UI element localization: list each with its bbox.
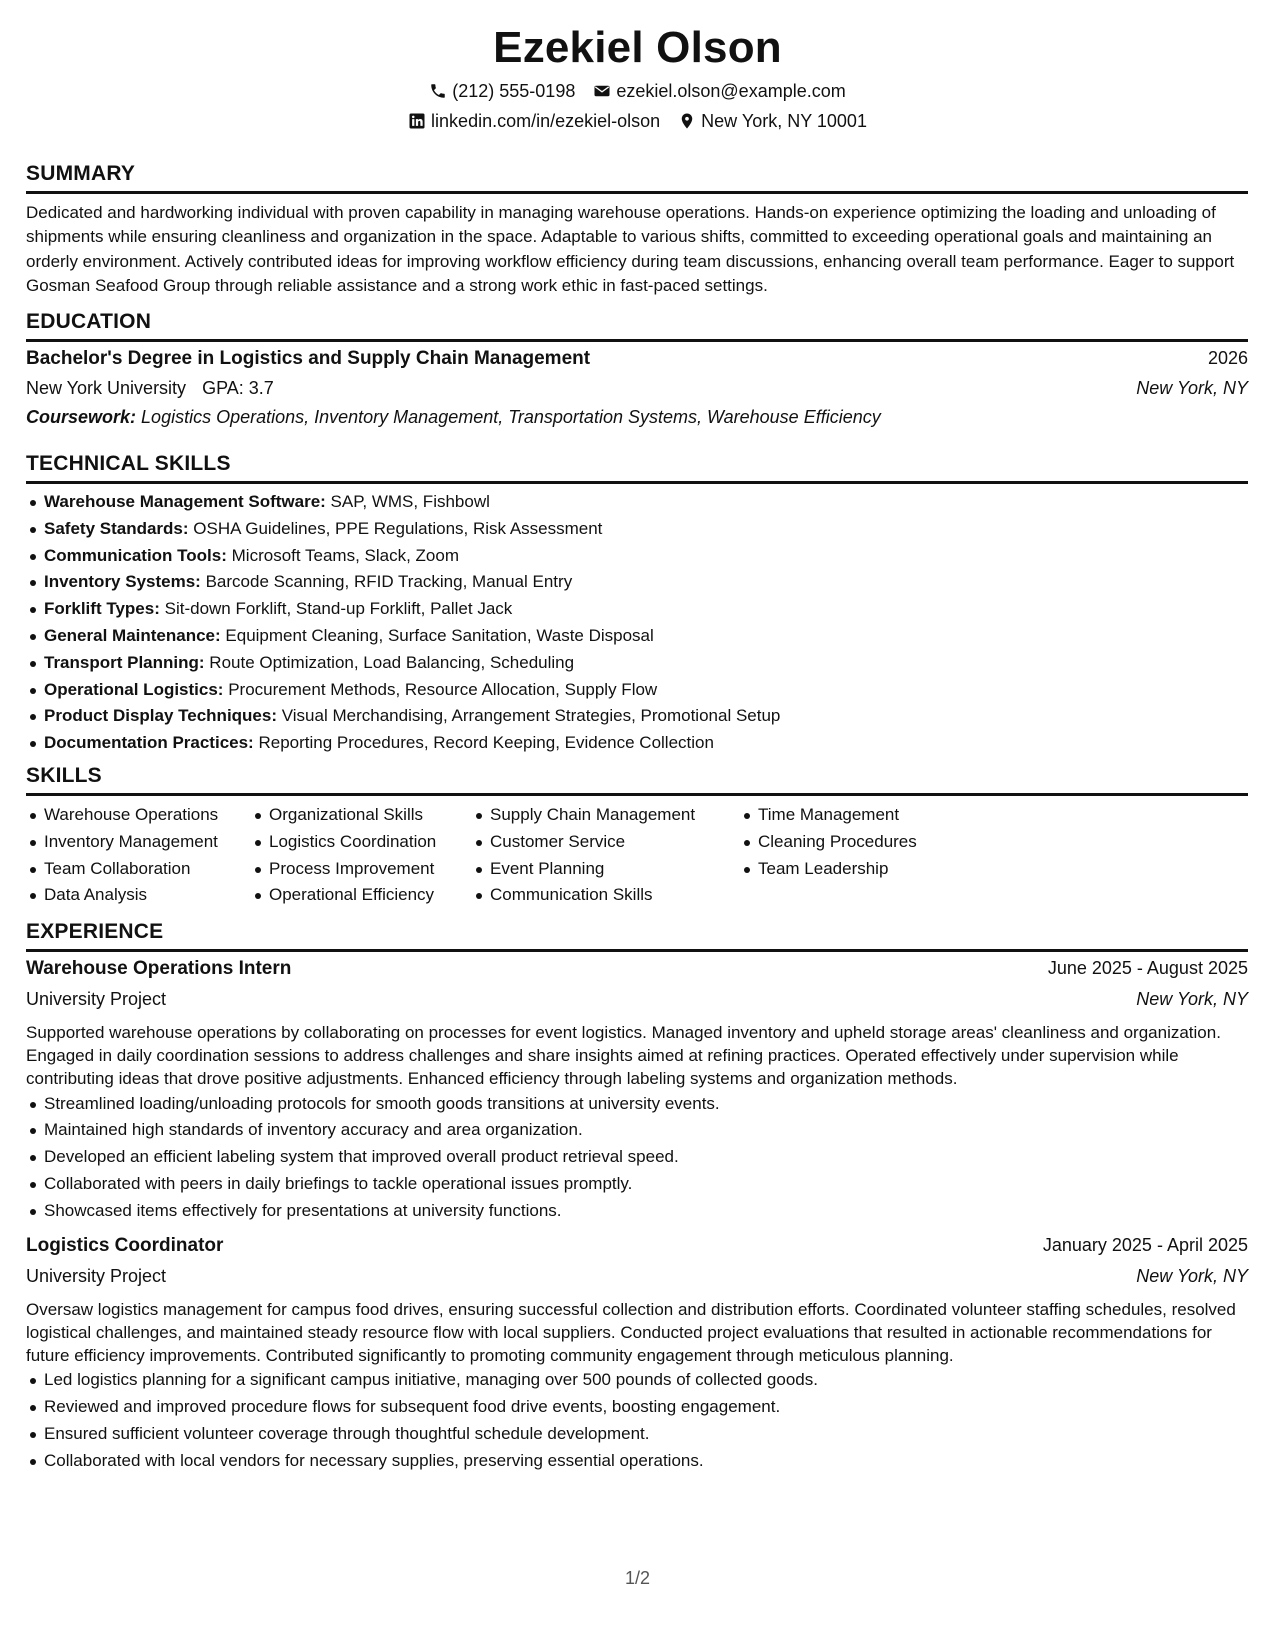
skill-value: Procurement Methods, Resource Allocation, Supply Flow — [228, 679, 658, 699]
skill-label: Inventory Systems: — [44, 572, 201, 592]
skill-label: Transport Planning: — [44, 652, 205, 672]
list-item — [26, 596, 1248, 623]
list-item — [26, 677, 1248, 704]
skill-value: Sit-down Forklift, Stand-up Forklift, Pallet Jack — [164, 599, 513, 619]
coursework-label: Coursework: — [26, 407, 137, 427]
skill-value: SAP, WMS, Fishbowl — [330, 492, 490, 511]
phone-icon — [429, 82, 447, 100]
technical-skills-heading: TECHNICAL SKILLS — [26, 452, 231, 475]
list-item — [26, 569, 1248, 596]
school-info — [26, 378, 274, 399]
job-location: New York, NY — [1136, 1265, 1248, 1286]
list-item — [26, 516, 1248, 543]
job-dates: January 2025 - April 2025 — [1042, 1234, 1248, 1255]
page-number: 1/2 — [624, 1568, 651, 1588]
job-organization: University Project — [26, 1265, 167, 1286]
list-item: Team Leadership — [740, 856, 960, 883]
list-item: Event Planning — [472, 856, 740, 883]
skill-value: Microsoft Teams, Slack, Zoom — [231, 545, 459, 565]
skill-label: Communication Tools: — [44, 545, 227, 565]
summary-section — [26, 161, 1248, 299]
list-item — [26, 543, 1248, 570]
contact-row-1 — [0, 76, 1275, 106]
list-item: Reviewed and improved procedure flows for subsequent food drive events, boosting engagement. — [26, 1394, 1248, 1421]
experience-entry — [26, 958, 1248, 1225]
skills-column — [26, 802, 251, 909]
list-item: Collaborated with local vendors for necessary supplies, preserving essential operations. — [26, 1448, 1248, 1475]
resume-header — [0, 20, 1275, 136]
skills-column — [251, 802, 472, 909]
skill-label: Documentation Practices: — [44, 733, 254, 753]
list-item: Led logistics planning for a significant campus initiative, managing over 500 pounds of collected goods. — [26, 1367, 1248, 1394]
linkedin-icon — [408, 112, 426, 130]
education-title-row — [26, 348, 1248, 378]
job-description: Supported warehouse operations by collaborating on processes for event logistics. Managed inventory and upheld storage areas' cleanliness and organization. Engaged in daily coordination sessions to address challenges and share insights aimed at refining practices. Operated effectively under supervision while contributing ideas that drove positive adjustments. Enhanced efficiency through labeling systems and organization methods. — [26, 1023, 1221, 1089]
experience-section — [26, 919, 1248, 1474]
linkedin-contact — [408, 106, 660, 136]
job-bullets — [26, 1091, 1248, 1225]
map-pin-icon — [678, 112, 696, 130]
list-item: Time Management — [740, 802, 960, 829]
coursework-line — [26, 407, 1248, 436]
list-item: Data Analysis — [26, 882, 251, 909]
skill-value: Barcode Scanning, RFID Tracking, Manual Entry — [205, 572, 573, 592]
list-item: Logistics Coordination — [251, 829, 472, 856]
skill-value: Equipment Cleaning, Surface Sanitation, Waste Disposal — [225, 625, 654, 645]
list-item: Process Improvement — [251, 856, 472, 883]
job-title-row — [26, 958, 1248, 989]
list-item: Communication Skills — [472, 882, 740, 909]
degree-title: Bachelor's Degree in Logistics and Supply Chain Management — [26, 348, 591, 369]
list-item: Organizational Skills — [251, 802, 472, 829]
job-org-row — [26, 989, 1248, 1018]
skills-grid — [26, 802, 1248, 909]
technical-skills-list — [26, 489, 1248, 757]
job-role: Warehouse Operations Intern — [26, 958, 292, 979]
education-section — [26, 309, 1248, 436]
phone-contact — [429, 76, 575, 106]
location-text: New York, NY 10001 — [701, 111, 867, 131]
section-divider — [26, 949, 1248, 952]
skill-label: Warehouse Management Software: — [44, 492, 326, 511]
coursework-list: Logistics Operations, Inventory Management, Transportation Systems, Warehouse Efficiency — [141, 407, 881, 427]
gpa: GPA: 3.7 — [202, 378, 274, 398]
summary-text: Dedicated and hardworking individual with proven capability in managing warehouse operations. Hands-on experience optimizing the loading and unloading of shipments while ensuring cleanliness and organization in the space. Adaptable to various shifts, committed to exceeding operational goals and maintaining an orderly environment. Actively contributed ideas for improving workflow efficiency during team discussions, enhancing overall team performance. Eager to support Gosman Seafood Group through reliable assistance and a strong work ethic in fast-paced settings. — [26, 203, 1235, 296]
education-school-row — [26, 378, 1248, 407]
list-item: Warehouse Operations — [26, 802, 251, 829]
skill-value: Visual Merchandising, Arrangement Strategies, Promotional Setup — [281, 706, 781, 726]
list-item: Maintained high standards of inventory accuracy and area organization. — [26, 1117, 1248, 1144]
skill-value: Reporting Procedures, Record Keeping, Evidence Collection — [258, 733, 714, 753]
job-location: New York, NY — [1136, 989, 1248, 1009]
school-location: New York, NY — [1136, 378, 1248, 398]
email-contact — [593, 76, 845, 106]
envelope-icon — [593, 82, 611, 100]
experience-heading: EXPERIENCE — [26, 920, 164, 943]
summary-heading: SUMMARY — [26, 162, 136, 185]
list-item — [26, 703, 1248, 730]
skill-label: Safety Standards: — [44, 518, 189, 538]
skill-value: Route Optimization, Load Balancing, Scheduling — [209, 652, 575, 672]
candidate-name: Ezekiel Olson — [493, 23, 782, 72]
section-divider — [26, 191, 1248, 194]
job-title-row — [26, 1235, 1248, 1266]
list-item: Developed an efficient labeling system that improved overall product retrieval speed. — [26, 1144, 1248, 1171]
skill-label: Forklift Types: — [44, 599, 160, 619]
section-divider — [26, 793, 1248, 796]
list-item: Ensured sufficient volunteer coverage through thoughtful schedule development. — [26, 1421, 1248, 1448]
job-role: Logistics Coordinator — [26, 1234, 224, 1256]
list-item: Operational Efficiency — [251, 882, 472, 909]
skills-column — [740, 802, 960, 909]
list-item — [26, 650, 1248, 677]
list-item — [26, 623, 1248, 650]
list-item: Inventory Management — [26, 829, 251, 856]
job-org-row — [26, 1266, 1248, 1295]
school-name: New York University — [26, 378, 187, 398]
skills-heading: SKILLS — [26, 764, 102, 787]
section-divider — [26, 481, 1248, 484]
list-item: Collaborated with peers in daily briefings to tackle operational issues promptly. — [26, 1171, 1248, 1198]
linkedin-text[interactable]: linkedin.com/in/ezekiel-olson — [431, 111, 661, 131]
list-item — [26, 730, 1248, 757]
list-item: Supply Chain Management — [472, 802, 740, 829]
experience-entry — [26, 1235, 1248, 1475]
list-item: Showcased items effectively for presentations at university functions. — [26, 1198, 1248, 1225]
phone-text[interactable]: (212) 555-0198 — [452, 81, 576, 101]
technical-skills-section — [26, 451, 1248, 757]
graduation-year: 2026 — [1207, 348, 1248, 368]
list-item: Team Collaboration — [26, 856, 251, 883]
job-bullets — [26, 1367, 1248, 1474]
skill-label: Operational Logistics: — [44, 679, 224, 699]
list-item: Customer Service — [472, 829, 740, 856]
job-dates: June 2025 - August 2025 — [1047, 958, 1248, 978]
skill-label: General Maintenance: — [44, 625, 221, 645]
list-item — [26, 489, 1248, 516]
skill-label: Product Display Techniques: — [44, 706, 278, 726]
job-description: Oversaw logistics management for campus food drives, ensuring successful collection and distribution efforts. Coordinated volunteer staffing schedules, resolved logistical challenges, and maintained steady resource flow with local suppliers. Conducted project evaluations that resulted in actionable recommendations for future efficiency improvements. Contributed significantly to promoting community engagement through meticulous planning. — [26, 1299, 1236, 1365]
list-item: Cleaning Procedures — [740, 829, 960, 856]
section-divider — [26, 339, 1248, 342]
location-contact — [678, 106, 867, 136]
job-organization: University Project — [26, 989, 167, 1009]
skills-section — [26, 763, 1248, 909]
email-text[interactable]: ezekiel.olson@example.com — [616, 81, 846, 101]
contact-row-2 — [0, 106, 1275, 136]
list-item: Streamlined loading/unloading protocols for smooth goods transitions at university events. — [26, 1091, 1248, 1118]
skills-column — [472, 802, 740, 909]
skill-value: OSHA Guidelines, PPE Regulations, Risk Assessment — [193, 518, 603, 538]
education-heading: EDUCATION — [26, 310, 152, 333]
